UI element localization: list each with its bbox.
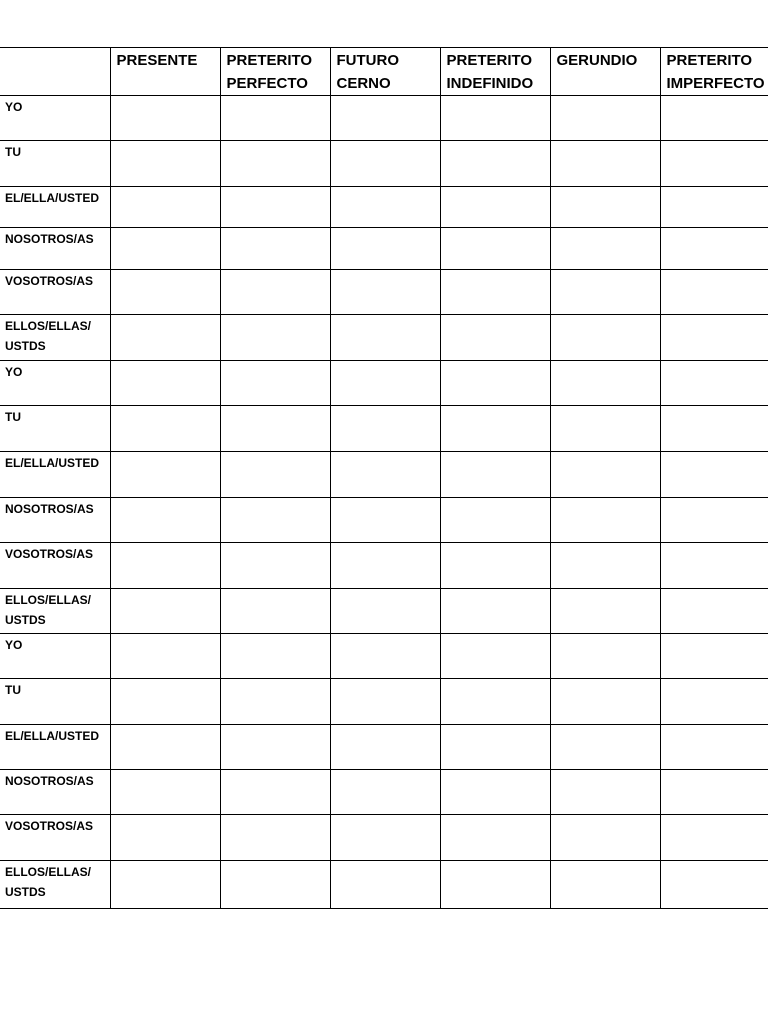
table-row (0, 452, 768, 498)
answer-cell[interactable] (110, 815, 220, 861)
pronoun-label: NOSOTROS/AS (0, 770, 110, 815)
answer-cell[interactable] (220, 634, 330, 679)
pronoun-label: ELLOS/ELLAS/ USTDS (0, 315, 110, 361)
answer-cell[interactable] (660, 543, 768, 589)
pronoun-label: NOSOTROS/AS (0, 498, 110, 543)
answer-cell[interactable] (440, 187, 550, 228)
answer-cell[interactable] (330, 270, 440, 315)
answer-cell[interactable] (110, 406, 220, 452)
answer-cell[interactable] (660, 96, 768, 141)
answer-cell[interactable] (440, 543, 550, 589)
answer-cell[interactable] (330, 725, 440, 770)
answer-cell[interactable] (110, 770, 220, 815)
header-futuro-cerno: FUTURO CERNO (330, 48, 440, 96)
table-row (0, 361, 768, 406)
table-row (0, 406, 768, 452)
table-row (0, 815, 768, 861)
answer-cell[interactable] (220, 815, 330, 861)
answer-cell[interactable] (220, 861, 330, 909)
answer-cell[interactable] (330, 141, 440, 187)
pronoun-label: YO (0, 634, 110, 679)
pronoun-label: YO (0, 361, 110, 406)
answer-cell[interactable] (440, 141, 550, 187)
answer-cell[interactable] (330, 679, 440, 725)
answer-cell[interactable] (330, 634, 440, 679)
table-row (0, 228, 768, 270)
answer-cell[interactable] (440, 589, 550, 634)
answer-cell[interactable] (440, 679, 550, 725)
answer-cell[interactable] (110, 634, 220, 679)
answer-cell[interactable] (550, 770, 660, 815)
answer-cell[interactable] (440, 498, 550, 543)
answer-cell[interactable] (110, 141, 220, 187)
answer-cell[interactable] (220, 228, 330, 270)
table-row (0, 679, 768, 725)
answer-cell[interactable] (550, 634, 660, 679)
answer-cell[interactable] (550, 589, 660, 634)
answer-cell[interactable] (660, 725, 768, 770)
header-preterito-perfecto: PRETERITO PERFECTO (220, 48, 330, 96)
answer-cell[interactable] (110, 228, 220, 270)
pronoun-label: YO (0, 96, 110, 141)
pronoun-label: ELLOS/ELLAS/ USTDS (0, 861, 110, 909)
answer-cell[interactable] (660, 270, 768, 315)
table-row (0, 96, 768, 141)
answer-cell[interactable] (550, 270, 660, 315)
answer-cell[interactable] (440, 815, 550, 861)
answer-cell[interactable] (220, 770, 330, 815)
answer-cell[interactable] (550, 187, 660, 228)
conjugation-table (0, 47, 768, 909)
answer-cell[interactable] (550, 228, 660, 270)
answer-cell[interactable] (440, 361, 550, 406)
answer-cell[interactable] (330, 543, 440, 589)
answer-cell[interactable] (330, 452, 440, 498)
answer-cell[interactable] (550, 406, 660, 452)
answer-cell[interactable] (550, 543, 660, 589)
answer-cell[interactable] (110, 589, 220, 634)
answer-cell[interactable] (110, 96, 220, 141)
answer-cell[interactable] (330, 361, 440, 406)
answer-cell[interactable] (110, 270, 220, 315)
table-row (0, 725, 768, 770)
answer-cell[interactable] (440, 861, 550, 909)
header-gerundio: GERUNDIO (550, 48, 660, 96)
answer-cell[interactable] (440, 96, 550, 141)
answer-cell[interactable] (220, 406, 330, 452)
table-row (0, 770, 768, 815)
answer-cell[interactable] (440, 228, 550, 270)
answer-cell[interactable] (220, 589, 330, 634)
answer-cell[interactable] (330, 770, 440, 815)
answer-cell[interactable] (550, 498, 660, 543)
answer-cell[interactable] (660, 861, 768, 909)
table-row (0, 543, 768, 589)
answer-cell[interactable] (660, 770, 768, 815)
answer-cell[interactable] (220, 543, 330, 589)
table-row (0, 315, 768, 361)
answer-cell[interactable] (110, 861, 220, 909)
answer-cell[interactable] (330, 228, 440, 270)
answer-cell[interactable] (330, 406, 440, 452)
answer-cell[interactable] (110, 498, 220, 543)
answer-cell[interactable] (110, 361, 220, 406)
table-row (0, 589, 768, 634)
answer-cell[interactable] (550, 96, 660, 141)
answer-cell[interactable] (110, 315, 220, 361)
pronoun-label: ELLOS/ELLAS/ USTDS (0, 589, 110, 634)
answer-cell[interactable] (660, 228, 768, 270)
pronoun-label: VOSOTROS/AS (0, 815, 110, 861)
table-body (0, 96, 768, 909)
table-row (0, 141, 768, 187)
answer-cell[interactable] (550, 315, 660, 361)
answer-cell[interactable] (660, 315, 768, 361)
answer-cell[interactable] (440, 315, 550, 361)
answer-cell[interactable] (220, 725, 330, 770)
answer-cell[interactable] (550, 679, 660, 725)
answer-cell[interactable] (550, 861, 660, 909)
answer-cell[interactable] (330, 589, 440, 634)
pronoun-label: EL/ELLA/USTED (0, 725, 110, 770)
answer-cell[interactable] (550, 452, 660, 498)
answer-cell[interactable] (660, 634, 768, 679)
answer-cell[interactable] (220, 679, 330, 725)
header-pronoun-column (0, 48, 110, 96)
pronoun-label: TU (0, 141, 110, 187)
answer-cell[interactable] (440, 452, 550, 498)
answer-cell[interactable] (330, 861, 440, 909)
answer-cell[interactable] (660, 498, 768, 543)
header-preterito-indefinido: PRETERITO INDEFINIDO (440, 48, 550, 96)
answer-cell[interactable] (330, 498, 440, 543)
answer-cell[interactable] (110, 543, 220, 589)
answer-cell[interactable] (550, 815, 660, 861)
table-row (0, 498, 768, 543)
answer-cell[interactable] (110, 452, 220, 498)
pronoun-label: EL/ELLA/USTED (0, 187, 110, 228)
answer-cell[interactable] (550, 361, 660, 406)
pronoun-label: TU (0, 406, 110, 452)
answer-cell[interactable] (220, 141, 330, 187)
header-row (0, 48, 768, 96)
answer-cell[interactable] (220, 270, 330, 315)
answer-cell[interactable] (660, 589, 768, 634)
answer-cell[interactable] (330, 315, 440, 361)
header-preterito-imperfecto: PRETERITO IMPERFECTO (660, 48, 768, 96)
answer-cell[interactable] (330, 96, 440, 141)
answer-cell[interactable] (440, 406, 550, 452)
answer-cell[interactable] (660, 452, 768, 498)
answer-cell[interactable] (660, 141, 768, 187)
answer-cell[interactable] (660, 679, 768, 725)
answer-cell[interactable] (550, 725, 660, 770)
answer-cell[interactable] (220, 498, 330, 543)
answer-cell[interactable] (220, 361, 330, 406)
answer-cell[interactable] (220, 96, 330, 141)
answer-cell[interactable] (110, 725, 220, 770)
answer-cell[interactable] (440, 770, 550, 815)
answer-cell[interactable] (440, 270, 550, 315)
header-presente: PRESENTE (110, 48, 220, 96)
pronoun-label: TU (0, 679, 110, 725)
answer-cell[interactable] (660, 406, 768, 452)
answer-cell[interactable] (110, 679, 220, 725)
answer-cell[interactable] (330, 815, 440, 861)
answer-cell[interactable] (660, 187, 768, 228)
answer-cell[interactable] (220, 315, 330, 361)
answer-cell[interactable] (220, 452, 330, 498)
answer-cell[interactable] (440, 634, 550, 679)
pronoun-label: VOSOTROS/AS (0, 543, 110, 589)
answer-cell[interactable] (110, 187, 220, 228)
table-row (0, 187, 768, 228)
pronoun-label: VOSOTROS/AS (0, 270, 110, 315)
answer-cell[interactable] (220, 187, 330, 228)
answer-cell[interactable] (330, 187, 440, 228)
answer-cell[interactable] (550, 141, 660, 187)
pronoun-label: EL/ELLA/USTED (0, 452, 110, 498)
table-row (0, 634, 768, 679)
answer-cell[interactable] (660, 361, 768, 406)
pronoun-label: NOSOTROS/AS (0, 228, 110, 270)
answer-cell[interactable] (660, 815, 768, 861)
table-row (0, 270, 768, 315)
table-row (0, 861, 768, 909)
answer-cell[interactable] (440, 725, 550, 770)
